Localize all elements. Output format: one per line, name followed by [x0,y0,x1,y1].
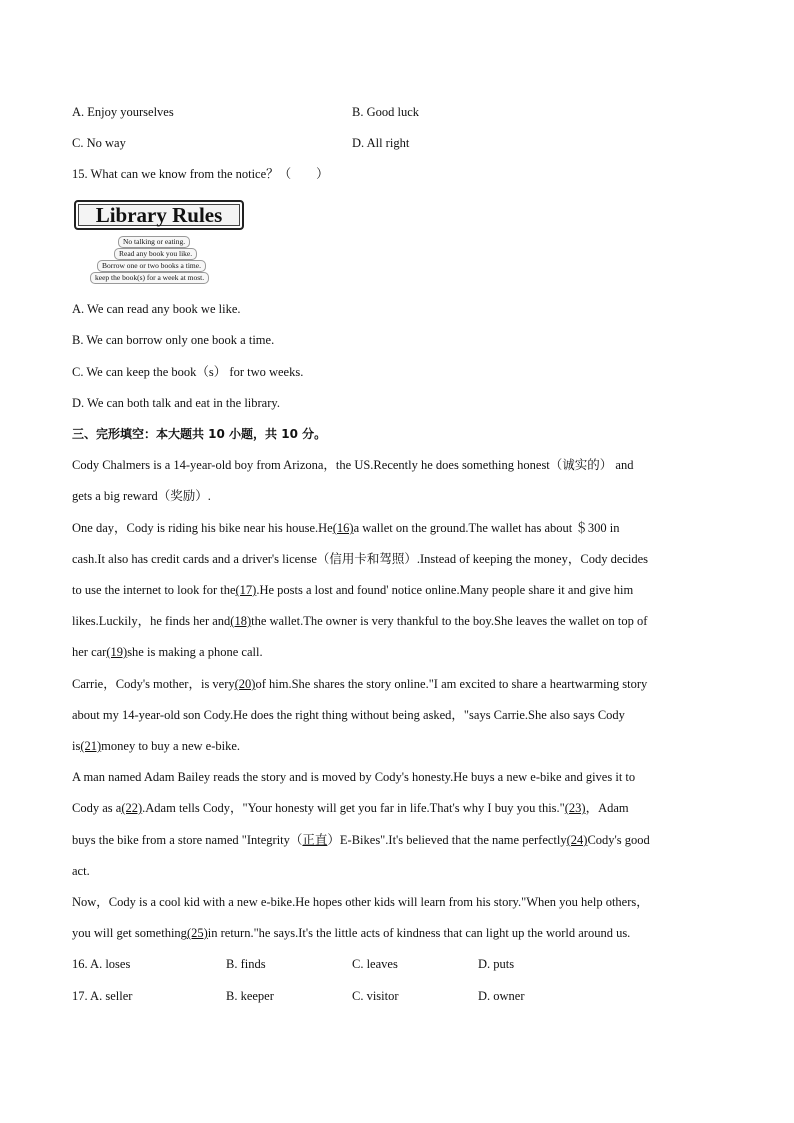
q14-option-b[interactable]: B. Good luck [352,105,420,119]
passage-text: in return."he says.It's the little acts of kindness that can light up the world around us. [207,926,631,940]
q15-stem: 15. What can we know from the notice？（ ） [72,167,329,181]
q15-option-b[interactable]: B. We can borrow only one book a time. [72,333,275,347]
blank-20[interactable]: (20) [234,677,256,691]
passage-line [72,924,630,942]
passage-line [72,675,647,693]
passage-line: A man named Adam Bailey reads the story and is moved by Cody's honesty.He buys a new e-bike and gives it to [72,770,636,784]
passage-line [72,581,633,599]
q17-option-c[interactable]: C. visitor [352,989,399,1003]
passage-line: act. [72,864,90,878]
q14-option-a[interactable]: A. Enjoy yourselves [72,105,174,119]
q16-option-b[interactable]: B. finds [226,957,266,971]
passage-text: buys the bike from a store named "Integrity（ [72,833,303,847]
q17-option-b[interactable]: B. keeper [226,989,274,1003]
passage-text: .Adam tells Cody，"Your honesty will get you far in life.That's why I buy you this." [142,801,565,815]
q15-option-a[interactable]: A. We can read any book we like. [72,302,241,316]
q14-option-d[interactable]: D. All right [352,136,410,150]
passage-text: Carrie，Cody's mother，is very [72,677,235,691]
blank-21[interactable]: (21) [80,739,102,753]
q17-option-d[interactable]: D. owner [478,989,525,1003]
notice-rule: keep the book(s) for a week at most. [90,272,209,284]
passage-line [72,831,650,849]
notice-rule: No talking or eating. [118,236,190,248]
passage-line: Cody Chalmers is a 14-year-old boy from Arizona，the US.Recently he does something honest（诚实的） and [72,458,634,472]
blank-24[interactable]: (24) [566,833,588,847]
passage-text: likes.Luckily，he finds her and [72,614,231,628]
passage-line: about my 14-year-old son Cody.He does the right thing without being asked，"says Carrie.She also says Cody [72,708,625,722]
blank-23[interactable]: (23) [564,801,586,815]
passage-text: she is making a phone call. [127,645,263,659]
passage-line [72,799,629,817]
notice-rule: Borrow one or two books a time. [97,260,206,272]
passage-line [72,737,240,755]
passage-text: you will get something [72,926,187,940]
passage-text: to use the internet to look for the [72,583,236,597]
passage-line: Now，Cody is a cool kid with a new e-bike.He hopes other kids will learn from his story."When you help others， [72,895,649,909]
passage-text: ）E-Bikes".It's believed that the name perfectly [327,833,567,847]
passage-line: gets a big reward（奖励）. [72,489,211,503]
passage-text: ，Adam [585,801,629,815]
passage-text: the wallet.The owner is very thankful to the boy.She leaves the wallet on top of [251,614,648,628]
passage-text: a wallet on the ground.The wallet has about ＄300 in [353,521,620,535]
q15-option-c[interactable]: C. We can keep the book（s） for two weeks. [72,365,304,379]
passage-line: cash.It also has credit cards and a driver's license（信用卡和驾照）.Instead of keeping the money，Cody decides [72,552,649,566]
q16-option-a[interactable]: 16. A. loses [72,957,131,971]
q14-option-c[interactable]: C. No way [72,136,126,150]
passage-text: is [72,739,81,753]
library-rules-notice [72,198,248,288]
passage-text: One day，Cody is riding his bike near his house.He [72,521,333,535]
q15-option-d[interactable]: D. We can both talk and eat in the library. [72,396,280,410]
blank-22[interactable]: (22) [121,801,143,815]
q16-option-d[interactable]: D. puts [478,957,515,971]
passage-text: Cody as a [72,801,122,815]
blank-17[interactable]: (17) [235,583,257,597]
blank-18[interactable]: (18) [230,614,252,628]
blank-25[interactable]: (25) [186,926,208,940]
underlined-word: 正直 [302,833,328,847]
q17-option-a[interactable]: 17. A. seller [72,989,133,1003]
blank-19[interactable]: (19) [106,645,128,659]
passage-text: money to buy a new e-bike. [101,739,241,753]
passage-text: her car [72,645,107,659]
passage-line [72,643,263,661]
blank-16[interactable]: (16) [332,521,354,535]
passage-text: .He posts a lost and found' notice online.Many people share it and give him [256,583,634,597]
passage-text: of him.She shares the story online."I am excited to share a heartwarming story [255,677,648,691]
section-heading: 三、完形填空：本大题共 10 小题，共 10 分。 [72,427,327,441]
passage-text: Cody's good [587,833,650,847]
passage-line [72,519,619,537]
passage-line [72,612,647,630]
notice-rule: Read any book you like. [114,248,197,260]
notice-title: Library Rules [74,200,244,230]
q16-option-c[interactable]: C. leaves [352,957,398,971]
